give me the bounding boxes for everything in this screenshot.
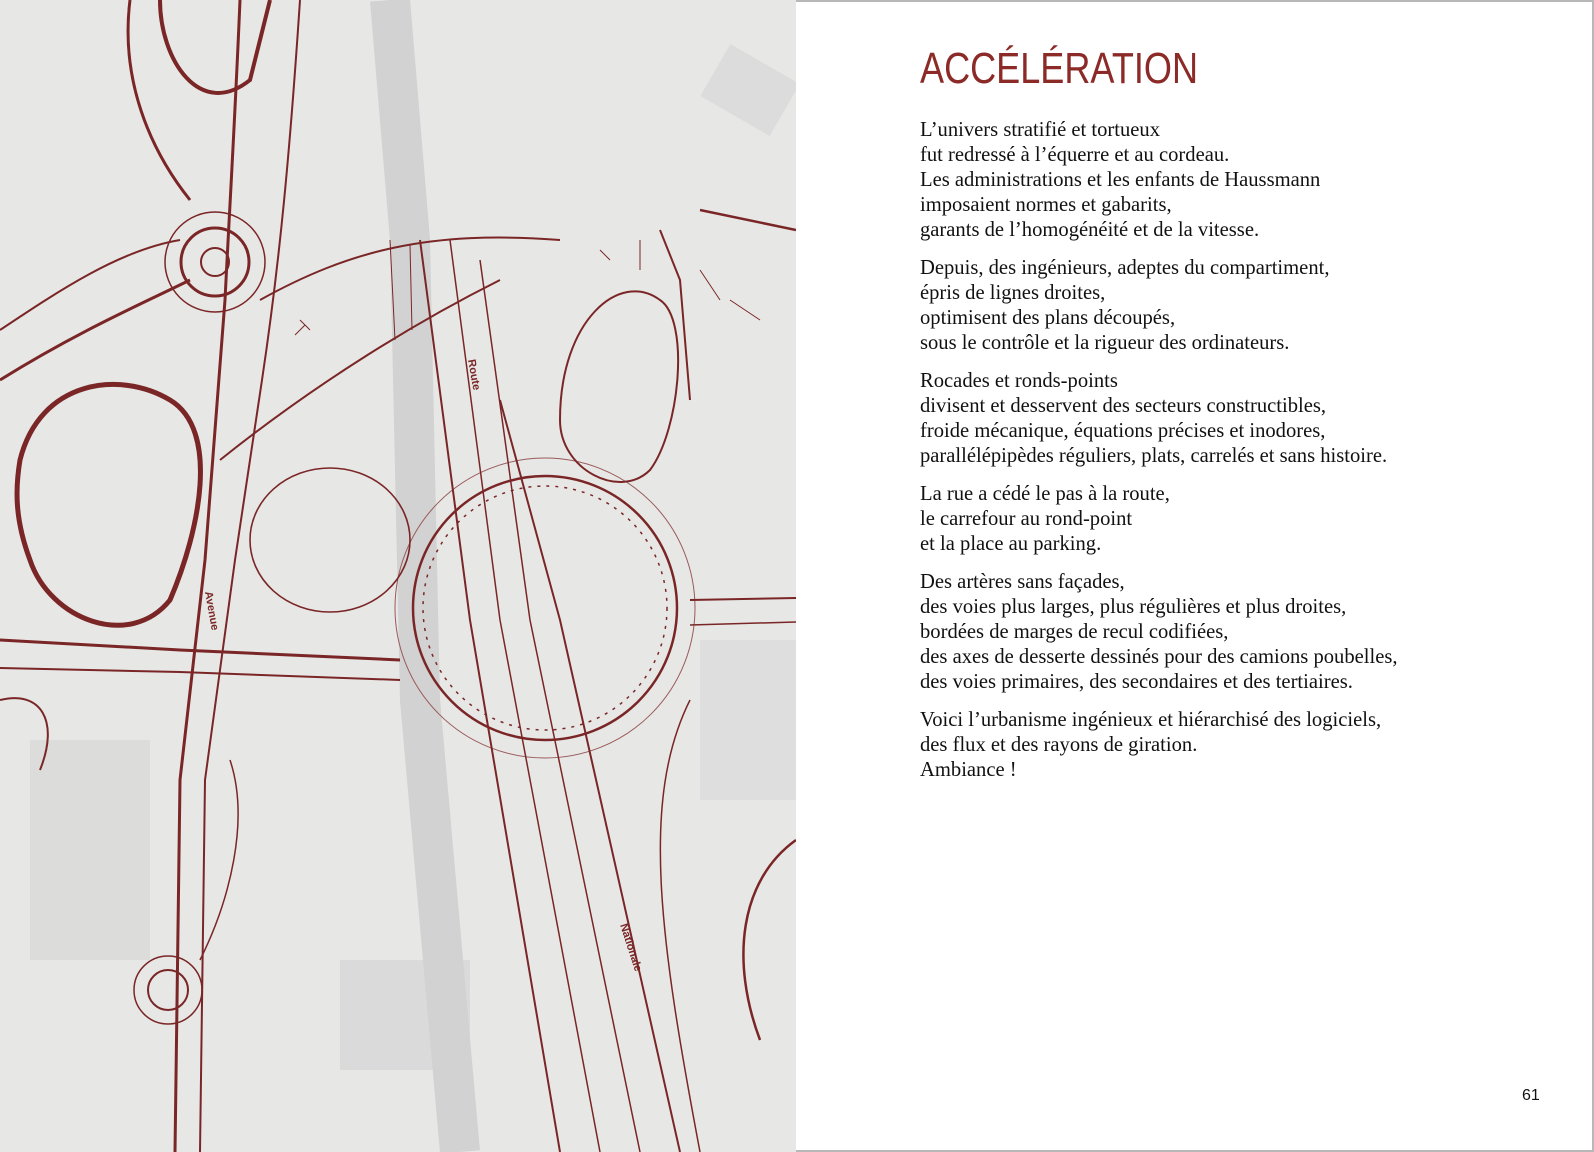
- text-page: [796, 0, 1594, 1152]
- road-plan-drawing: [0, 0, 796, 1152]
- poem-line: le carrefour au rond-point: [920, 508, 1133, 530]
- poem: [920, 118, 1570, 796]
- poem-line: L’univers stratifié et tortueux: [920, 119, 1161, 141]
- poem-stanza: [920, 570, 1570, 695]
- road-plan-image: [0, 0, 796, 1152]
- map-label-avenue: Avenue: [202, 590, 221, 632]
- map-label-nationale: Nationale: [617, 922, 644, 974]
- poem-line: Des artères sans façades,: [920, 571, 1125, 593]
- poem-line: fut redressé à l’équerre et au cordeau.: [920, 144, 1230, 166]
- poem-line: La rue a cédé le pas à la route,: [920, 483, 1170, 505]
- poem-line: des flux et des rayons de giration.: [920, 734, 1198, 756]
- poem-line: des axes de desserte dessinés pour des camions poubelles,: [920, 646, 1398, 668]
- poem-line: épris de lignes droites,: [920, 282, 1106, 304]
- poem-line: bordées de marges de recul codifiées,: [920, 621, 1229, 643]
- poem-line: divisent et desservent des secteurs constructibles,: [920, 395, 1327, 417]
- poem-line: des voies primaires, des secondaires et des tertiaires.: [920, 671, 1353, 693]
- map-label-route: Route: [465, 358, 483, 392]
- poem-stanza: [920, 118, 1570, 243]
- poem-line: et la place au parking.: [920, 533, 1102, 555]
- poem-line: Rocades et ronds-points: [920, 370, 1118, 392]
- poem-stanza: [920, 708, 1570, 783]
- poem-line: Les administrations et les enfants de Haussmann: [920, 169, 1321, 191]
- page-number: 61: [1522, 1087, 1540, 1104]
- poem-line: optimisent des plans découpés,: [920, 307, 1176, 329]
- poem-line: des voies plus larges, plus régulières et plus droites,: [920, 596, 1347, 618]
- poem-line: garants de l’homogénéité et de la vitesse.: [920, 219, 1260, 241]
- poem-line: parallélépipèdes réguliers, plats, carrelés et sans histoire.: [920, 445, 1388, 467]
- poem-line: imposaient normes et gabarits,: [920, 194, 1172, 216]
- poem-stanza: [920, 256, 1570, 356]
- poem-line: sous le contrôle et la rigueur des ordinateurs.: [920, 332, 1290, 354]
- poem-line: froide mécanique, équations précises et inodores,: [920, 420, 1326, 442]
- page-title: ACCÉLÉRATION: [920, 44, 1199, 93]
- poem-line: Ambiance !: [920, 759, 1017, 781]
- poem-stanza: [920, 369, 1570, 469]
- poem-line: Depuis, des ingénieurs, adeptes du compartiment,: [920, 257, 1330, 279]
- poem-line: Voici l’urbanisme ingénieux et hiérarchisé des logiciels,: [920, 709, 1382, 731]
- poem-stanza: [920, 482, 1570, 557]
